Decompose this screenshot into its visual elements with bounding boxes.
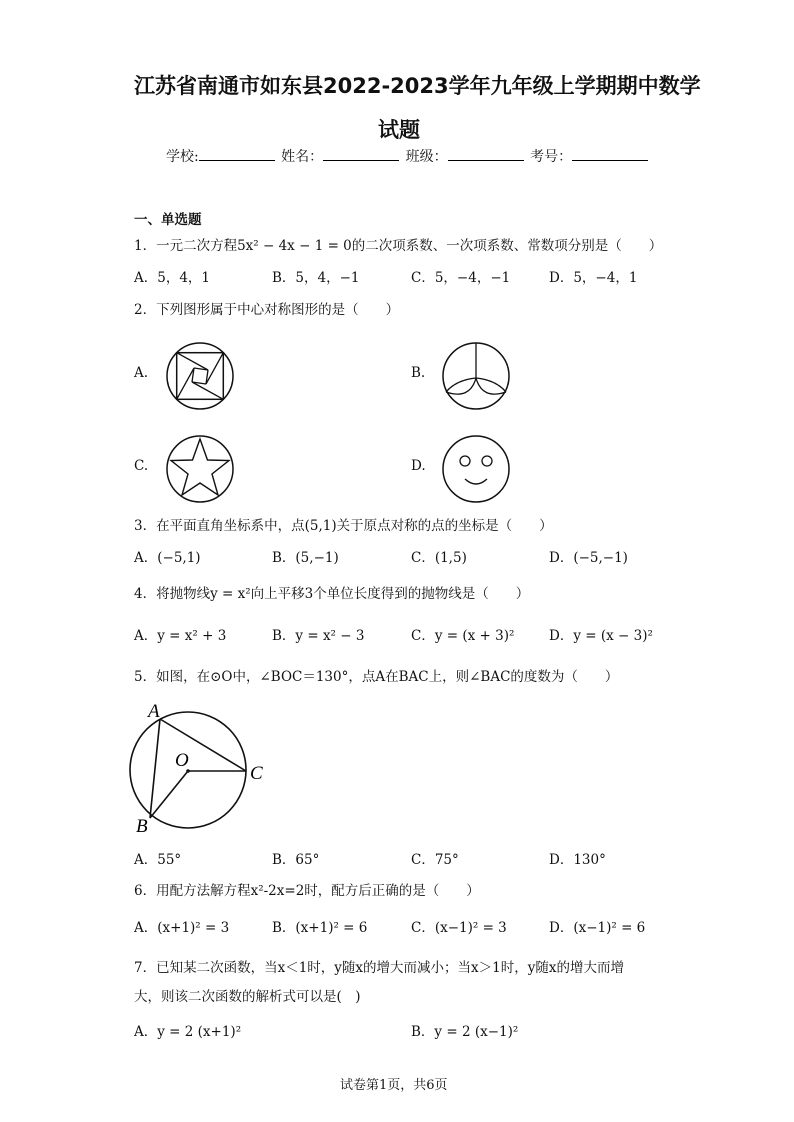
page-footer: 试卷第1页，共6页: [340, 1078, 448, 1093]
q4-stem: 4．将抛物线y = x²向上平移3个单位长度得到的抛物线是（ ）: [134, 586, 530, 602]
point-a-label: A: [148, 701, 160, 722]
q7-option-b: B．y = 2 (x−1)²: [411, 1024, 519, 1040]
q5-option-b: B．65°: [272, 852, 320, 868]
q4-option-d: D．y = (x − 3)²: [549, 628, 653, 644]
q1-stem: 1．一元二次方程5x² − 4x − 1 = 0的二次项系数、一次项系数、常数项分别是（ ）: [134, 238, 663, 254]
figure-pinwheel: [164, 340, 236, 412]
exam-no-blank: [572, 148, 648, 161]
q2-stem: 2．下列图形属于中心对称图形的是（ ）: [134, 302, 400, 318]
q6-option-b: B．(x+1)² = 6: [272, 920, 368, 936]
point-b-label: B: [136, 816, 148, 837]
school-label: 学校:: [166, 149, 199, 165]
q5-option-c: C．75°: [411, 852, 459, 868]
q5-stem: 5．如图，在⊙O中，∠BOC＝130°，点A在BAC上，则∠BAC的度数为（ ）: [134, 669, 619, 685]
q3-option-d: D．(−5,−1): [549, 550, 628, 566]
q4-option-b: B．y = x² − 3: [272, 628, 365, 644]
q5-option-d: D．130°: [549, 852, 606, 868]
q6-stem: 6．用配方法解方程x²-2x=2时，配方后正确的是（ ）: [134, 883, 480, 899]
q3-option-b: B．(5,−1): [272, 550, 339, 566]
point-o-label: O: [175, 750, 189, 771]
q6-option-a: A．(x+1)² = 3: [134, 920, 230, 936]
q4-option-a: A．y = x² + 3: [134, 628, 227, 644]
point-c-label: C: [250, 763, 263, 784]
q7-stem-line1: 7．已知某二次函数，当x＜1时，y随x的增大而减小；当x＞1时，y随x的增大而增: [134, 960, 624, 976]
q6-option-c: C．(x−1)² = 3: [411, 920, 507, 936]
q4-option-c: C．y = (x + 3)²: [411, 628, 515, 644]
q7-option-a: A．y = 2 (x+1)²: [134, 1024, 242, 1040]
q2-label-c: C.: [134, 458, 149, 474]
name-blank: [323, 148, 399, 161]
class-blank: [448, 148, 524, 161]
q3-option-a: A．(−5,1): [134, 550, 201, 566]
q1-option-d: D．5，−4，1: [549, 270, 638, 286]
figure-circle-o: [120, 696, 280, 840]
q7-stem-line2: 大，则该二次函数的解析式可以是( ): [134, 989, 361, 1005]
q1-option-c: C．5，−4，−1: [411, 270, 511, 286]
q3-option-c: C．(1,5): [411, 550, 467, 566]
q2-label-b: B.: [411, 365, 426, 381]
paper-title-line1: 江苏省南通市如东县2022-2023学年九年级上学期期中数学: [134, 74, 701, 98]
q6-option-d: D．(x−1)² = 6: [549, 920, 646, 936]
q2-label-d: D.: [411, 458, 426, 474]
q1-option-b: B．5，4，−1: [272, 270, 360, 286]
name-label: 姓名：: [281, 149, 324, 165]
figure-star: [164, 433, 236, 505]
student-info-line: [166, 146, 650, 166]
q1-option-a: A．5，4，1: [134, 270, 211, 286]
exam-no-label: 考号：: [530, 149, 573, 165]
q2-label-a: A.: [134, 365, 149, 381]
section-heading: 一、单选题: [134, 212, 202, 228]
school-blank: [199, 148, 275, 161]
q5-option-a: A．55°: [134, 852, 182, 868]
class-label: 班级：: [405, 149, 448, 165]
paper-title-line2: 试题: [378, 118, 420, 142]
figure-smiley: [440, 433, 512, 505]
q3-stem: 3．在平面直角坐标系中，点(5,1)关于原点对称的点的坐标是（ ）: [134, 518, 553, 534]
figure-trefoil: [440, 340, 512, 412]
